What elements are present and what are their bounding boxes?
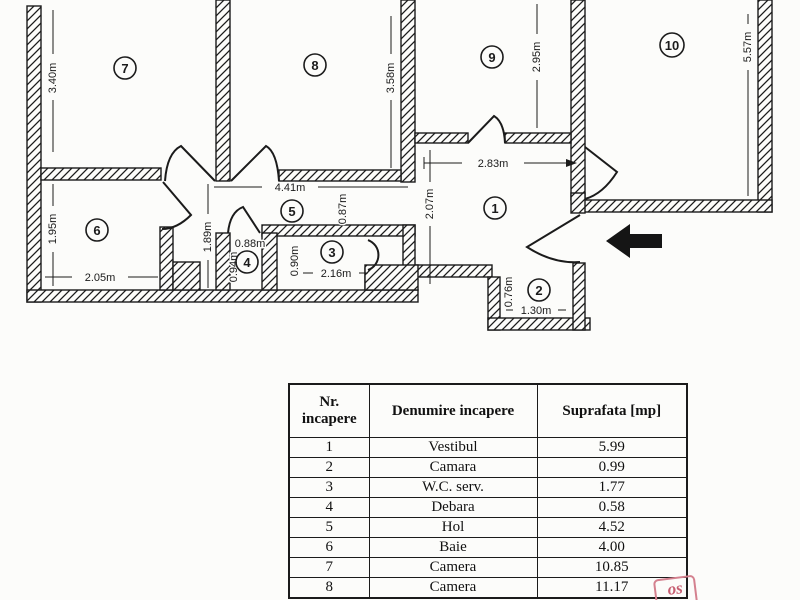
wall-entry-stub xyxy=(571,193,585,213)
room-label-8: 8 xyxy=(311,58,319,73)
table-row xyxy=(289,438,687,458)
room-label-2: 2 xyxy=(535,283,543,298)
cell-nr: 8 xyxy=(289,578,369,599)
dim-room9-height: 2.95m xyxy=(531,41,543,73)
wall-room2-right xyxy=(573,263,585,330)
wall-bottom-outer-left xyxy=(27,290,418,302)
table-row xyxy=(289,518,687,538)
header-nr-incapere: Nr. incapere xyxy=(289,384,369,438)
dim-camara-width: 1.30m xyxy=(520,305,552,317)
dim-hall-right-height: 0.87m xyxy=(337,193,349,225)
cell-nr: 7 xyxy=(289,558,369,578)
dim-hall-left-height: 1.89m xyxy=(202,221,214,253)
header-suprafata: Suprafata [mp] xyxy=(537,384,687,438)
wall-bottom-room9-left xyxy=(415,133,468,143)
wall-between-7-8 xyxy=(216,0,230,181)
table-row xyxy=(289,558,687,578)
dim-camara-height: 0.76m xyxy=(503,276,515,308)
dim-hall-width: 4.41m xyxy=(274,182,306,194)
dim-baie-height: 1.95m xyxy=(47,213,59,245)
cell-area: 4.00 xyxy=(537,538,687,558)
table-row xyxy=(289,458,687,478)
dim-wc-width: 2.16m xyxy=(320,268,352,280)
cell-area: 5.99 xyxy=(537,438,687,458)
dim-baie-width: 2.05m xyxy=(84,272,116,284)
pink-stamp-annotation xyxy=(653,575,699,600)
table-header-row xyxy=(289,384,687,438)
room-label-10: 10 xyxy=(664,38,680,53)
wall-bottom-room10 xyxy=(577,200,772,212)
table-row xyxy=(289,498,687,518)
cell-area: 0.58 xyxy=(537,498,687,518)
wall-left-outer xyxy=(27,6,41,302)
cell-nr: 3 xyxy=(289,478,369,498)
cell-area: 11.17 xyxy=(537,578,687,599)
room-label-3: 3 xyxy=(328,245,336,260)
dim-room8-height: 3.58m xyxy=(385,62,397,94)
stamp-text: os xyxy=(666,578,684,599)
wall-between-8-9 xyxy=(401,0,415,182)
cell-nr: 5 xyxy=(289,518,369,538)
cell-name: Vestibul xyxy=(369,438,537,458)
room-label-5: 5 xyxy=(288,204,296,219)
dimension-lines xyxy=(45,4,748,310)
dim-debara-height: 0.94m xyxy=(228,251,240,283)
wall-bottom-room8 xyxy=(279,170,401,181)
cell-name: Camera xyxy=(369,578,537,599)
door-room9 xyxy=(468,116,505,143)
door-room7 xyxy=(165,146,215,181)
cell-area: 4.52 xyxy=(537,518,687,538)
wall-room7-room6 xyxy=(41,168,161,180)
cell-area: 1.77 xyxy=(537,478,687,498)
dim-vestibul-height: 2.07m xyxy=(424,188,436,220)
wall-room1-left xyxy=(403,225,415,271)
dim-room10-height: 5.57m xyxy=(742,31,754,63)
door-room8 xyxy=(231,146,279,181)
door-room6 xyxy=(162,182,191,229)
cell-name: Baie xyxy=(369,538,537,558)
cell-name: W.C. serv. xyxy=(369,478,537,498)
cell-area: 10.85 xyxy=(537,558,687,578)
wall-bottom-room9-right xyxy=(505,133,571,143)
cell-nr: 1 xyxy=(289,438,369,458)
room-area-table xyxy=(288,383,688,599)
room-label-1: 1 xyxy=(491,201,499,216)
room-label-9: 9 xyxy=(488,50,496,65)
cell-name: Camara xyxy=(369,458,537,478)
room-label-7: 7 xyxy=(121,61,129,76)
dim-vestibul-width: 2.83m xyxy=(477,158,509,170)
wall-top-rooms-3-4 xyxy=(262,225,415,236)
cell-nr: 4 xyxy=(289,498,369,518)
cell-name: Hol xyxy=(369,518,537,538)
wall-step-left xyxy=(173,262,200,290)
table-row xyxy=(289,578,687,599)
wall-hall-left xyxy=(160,227,173,290)
door-room4 xyxy=(228,207,260,233)
table-row xyxy=(289,478,687,498)
header-denumire: Denumire incapere xyxy=(369,384,537,438)
door-room10 xyxy=(585,147,617,199)
dim-wc-height: 0.90m xyxy=(289,245,301,277)
table-row xyxy=(289,538,687,558)
wall-between-9-10 xyxy=(571,0,585,200)
wall-step-block xyxy=(365,265,418,290)
cell-name: Camera xyxy=(369,558,537,578)
wall-right-outer xyxy=(758,0,772,212)
dim-room7-height: 3.40m xyxy=(47,62,59,94)
door-entrance xyxy=(527,215,580,262)
room-label-6: 6 xyxy=(93,223,101,238)
dim-debara-width: 0.88m xyxy=(234,238,266,250)
cell-nr: 2 xyxy=(289,458,369,478)
cell-area: 0.99 xyxy=(537,458,687,478)
cell-name: Debara xyxy=(369,498,537,518)
entrance-arrow-icon xyxy=(606,224,662,258)
room-label-4: 4 xyxy=(243,255,251,270)
cell-nr: 6 xyxy=(289,538,369,558)
